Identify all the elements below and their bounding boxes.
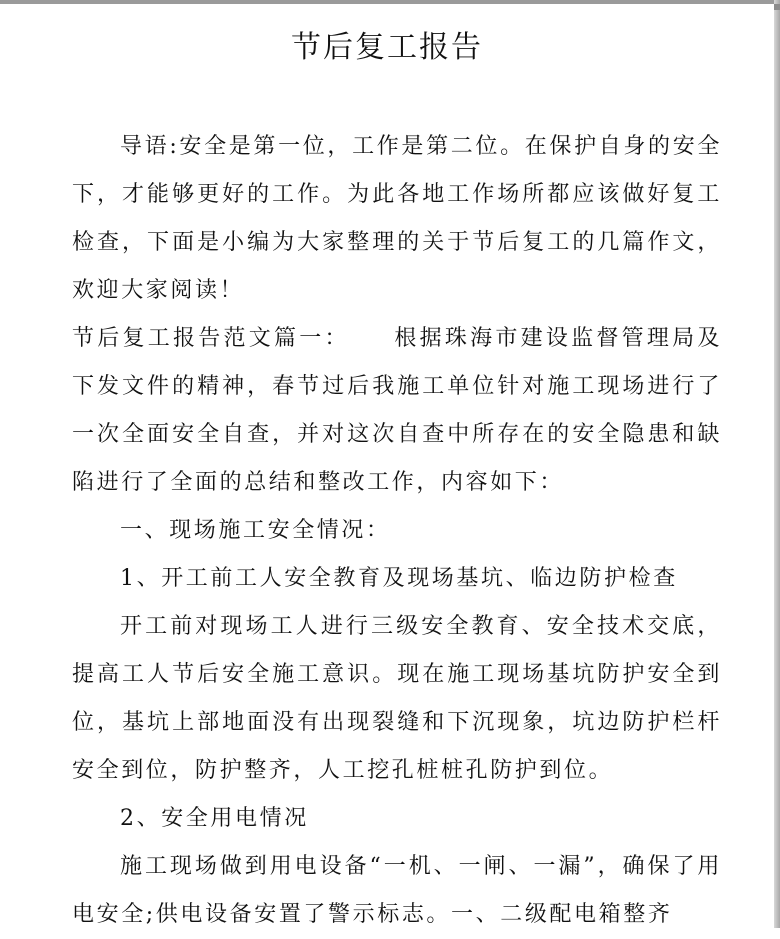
item-heading-2: 2、安全用电情况: [120, 806, 309, 831]
item-body-2: 施工现场做到用电设备“一机、一闸、一漏”，确保了用电安全;供电设备安置了警示标志。一、二级配电箱整齐: [72, 854, 722, 927]
document-body: [72, 123, 722, 939]
article-body: 根据珠海市建设监督管理局及下发文件的精神，春节过后我施工单位针对施工现场进行了一次全面安全自查，并对这次自查中所存在的安全隐患和缺陷进行了全面的总结和整改工作，内容如下：: [72, 326, 722, 495]
document-page: [0, 4, 774, 928]
article-label: 节后复工报告范文篇一：: [72, 326, 350, 351]
document-title: 节后复工报告: [291, 30, 483, 65]
scrollbar-thumb[interactable]: [774, 4, 780, 10]
item-heading-1: 1、开工前工人安全教育及现场基坑、临边防护检查: [120, 566, 678, 591]
intro-paragraph: 导语:安全是第一位，工作是第二位。在保护自身的安全下，才能够更好的工作。为此各地工作场所都应该做好复工检查，下面是小编为大家整理的关于节后复工的几篇作文，欢迎大家阅读！: [72, 134, 722, 303]
vertical-scrollbar[interactable]: [774, 0, 780, 928]
section-heading-1: 一、现场施工安全情况：: [120, 518, 391, 543]
item-body-1: 开工前对现场工人进行三级安全教育、安全技术交底，提高工人节后安全施工意识。现在施工现场基坑防护安全到位，基坑上部地面没有出现裂缝和下沉现象，坑边防护栏杆安全到位，防护整齐，人工挖孔桩桩孔防护到位。: [72, 614, 722, 783]
article-paragraph: [72, 315, 722, 507]
